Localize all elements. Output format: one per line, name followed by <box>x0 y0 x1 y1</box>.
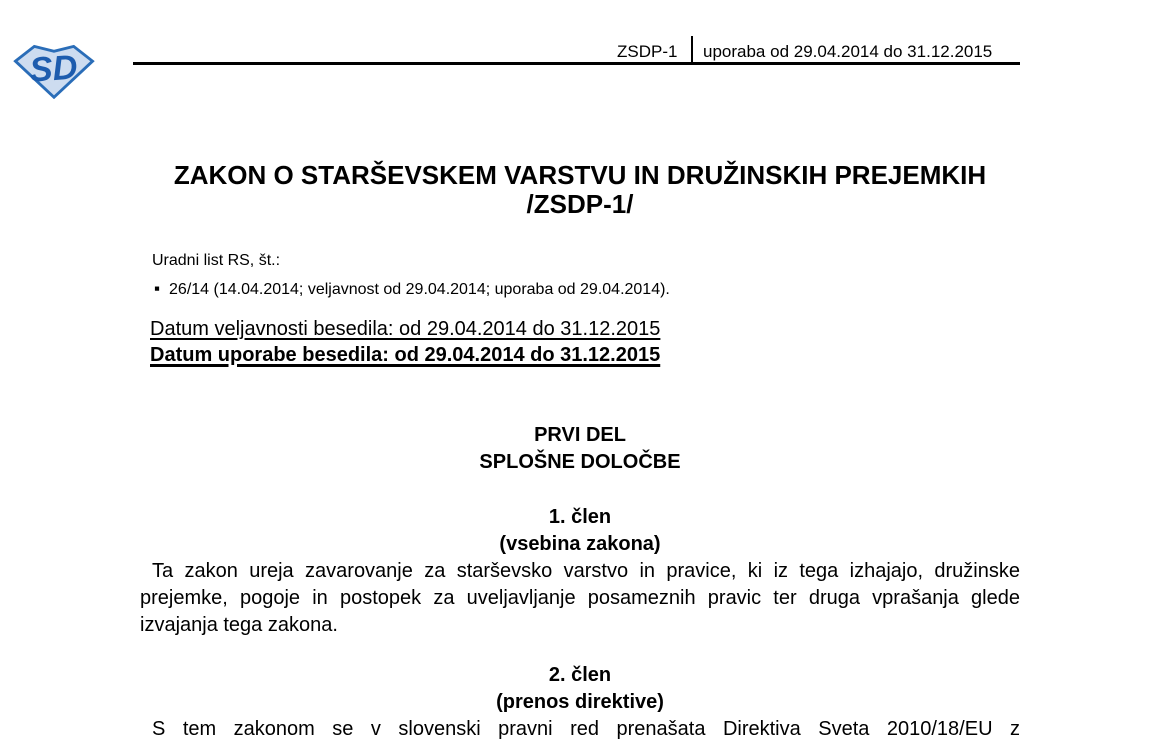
article-1-subtitle: (vsebina zakona) <box>499 533 661 555</box>
part-heading <box>140 422 1020 476</box>
validity-date-line: Datum veljavnosti besedila: od 29.04.2014 do 31.12.2015 <box>150 318 661 340</box>
article-2-number: 2. člen <box>548 664 612 686</box>
article-2-subtitle: (prenos direktive) <box>496 691 664 713</box>
part-heading-line1: PRVI DEL <box>534 424 626 446</box>
gazette-list-item <box>154 279 670 299</box>
article-1-number: 1. člen <box>548 506 612 528</box>
gazette-label: Uradni list RS, št.: <box>152 252 281 269</box>
article-1-body: Ta zakon ureja zavarovanje za starševsko varstvo in pravice, ki iz tega izhajajo, družinske prejemke, pogoje in postopek za uveljavljanje posameznih pravic ter druga vprašanja glede izvajanja tega zakona. <box>140 560 1020 636</box>
header-doc-code: ZSDP-1 <box>617 42 678 61</box>
article-2-body: S tem zakonom se v slovenski pravni red prenašata Direktiva Sveta 2010/18/EU z <box>152 718 1020 740</box>
document-title <box>140 161 1020 219</box>
header-separator-bar <box>691 36 693 65</box>
article-1-heading <box>140 504 1020 558</box>
square-bullet-icon: ▪ <box>154 279 161 298</box>
article-2-heading <box>140 662 1020 716</box>
part-heading-line2: SPLOŠNE DOLOČBE <box>479 451 681 473</box>
header-rule-line <box>133 62 1020 65</box>
sd-shield-logo <box>13 43 95 99</box>
document-title-line1: ZAKON O STARŠEVSKEM VARSTVU IN DRUŽINSKIH PREJEMKIH <box>173 160 987 190</box>
header-validity-range: uporaba od 29.04.2014 do 31.12.2015 <box>703 42 993 61</box>
gazette-item-text: 26/14 (14.04.2014; veljavnost od 29.04.2014; uporaba od 29.04.2014). <box>169 281 670 298</box>
logo-letters: SD <box>28 48 79 90</box>
document-title-line2: /ZSDP-1/ <box>526 189 634 219</box>
application-date-line: Datum uporabe besedila: od 29.04.2014 do 31.12.2015 <box>150 344 661 366</box>
